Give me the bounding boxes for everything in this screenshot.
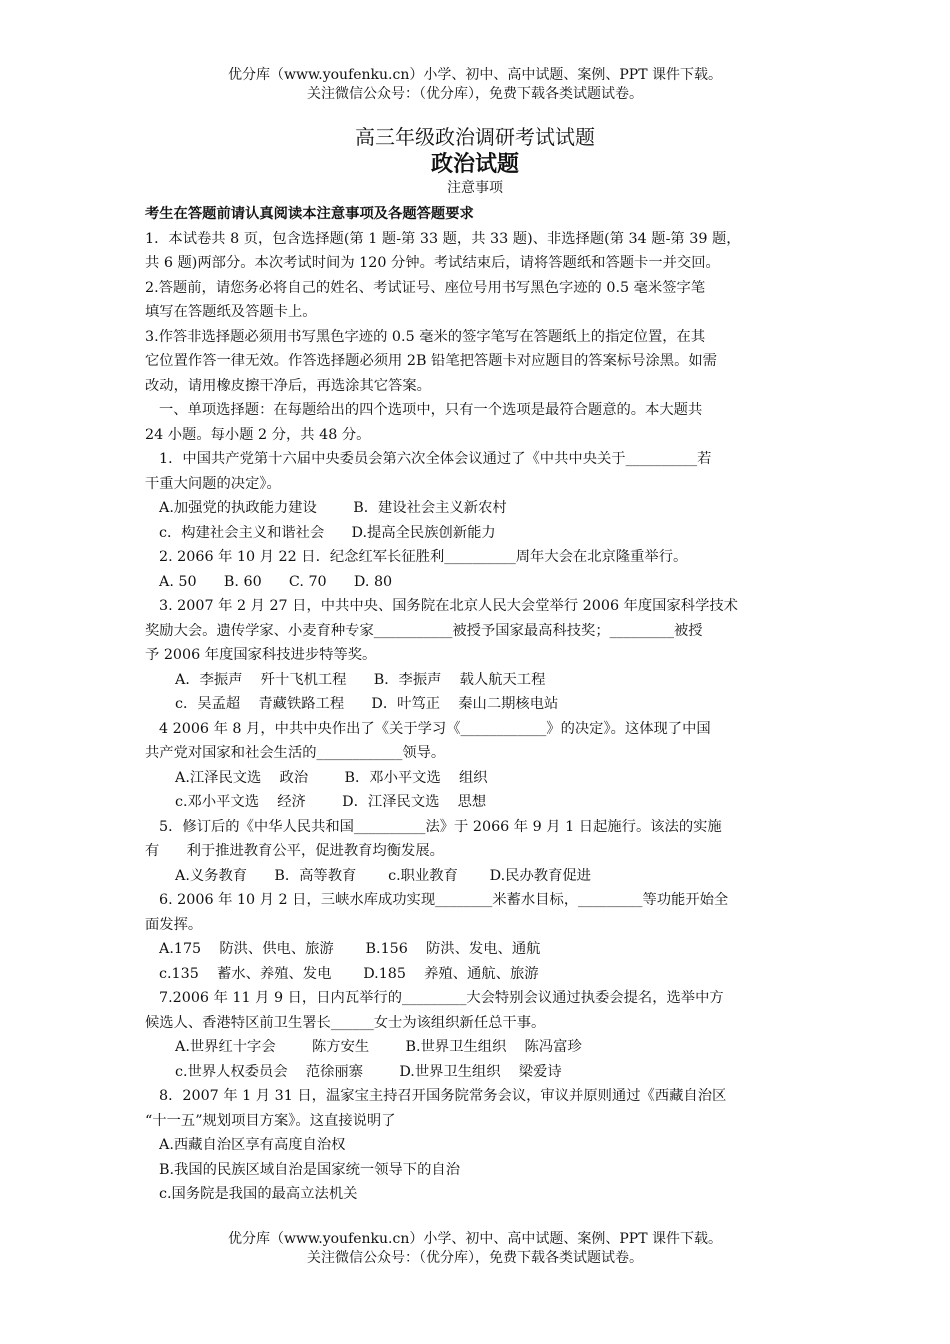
footer-line-1: 优分库（www.youfenku.cn）小学、初中、高中试题、案例、PPT 课件下载。: [227, 1231, 722, 1247]
question-options: c.世界人权委员会 范徐丽寨 D.世界卫生组织 梁爱诗: [175, 1063, 562, 1080]
footer-line-2: 关注微信公众号：（优分库），免费下载各类试题试卷。: [307, 1250, 643, 1266]
text-line: 1．本试卷共 8 页，包含选择题(第 1 题-第 33 题，共 33 题)、非选择题(第 34 题-第 39 题，: [145, 230, 741, 247]
text-line: 它位置作答一律无效。作答选择题必须用 2B 铅笔把答题卡对应题目的答案标号涂黑。如需: [145, 353, 717, 369]
question-7: 7.2006 年 11 月 9 日，日内瓦举行的_________大会特别会议通过执委会提名，选举中方: [159, 990, 724, 1006]
question-options: A.义务教育 B．高等教育 c.职业教育 D.民办教育促进: [175, 867, 591, 884]
question-1: 1．中国共产党第十六届中央委员会第六次全体会议通过了《中共中央关于__________若: [159, 451, 712, 467]
question-2: 2. 2066 年 10 月 22 日．纪念红军长征胜利__________周年大会在北京隆重举行。: [159, 549, 688, 565]
text-line: 共产党对国家和社会生活的____________领导。: [145, 745, 446, 761]
question-option: A.西藏自治区享有高度自治权: [159, 1137, 346, 1153]
exam-body: [145, 202, 811, 1207]
text-line: 填写在答题纸及答题卡上。: [145, 304, 317, 320]
question-option: B.我国的民族区域自治是国家统一领导下的自治: [159, 1161, 460, 1178]
text-line: 干重大问题的决定》。: [145, 475, 281, 492]
page-footer: [0, 1230, 950, 1268]
header-line-2: 关注微信公众号：（优分库），免费下载各类试题试卷。: [307, 86, 643, 102]
text-line: 候选人、香港特区前卫生署长______女士为该组织新任总干事。: [145, 1014, 546, 1031]
text-line: 奖励大会。遗传学家、小麦育种专家___________被授予国家最高科技奖；_________被授: [145, 622, 703, 639]
text-line: 24 小题。每小题 2 分，共 48 分。: [145, 426, 371, 443]
exam-title: 高三年级政治调研考试试题: [355, 125, 595, 149]
page-header: [0, 66, 950, 104]
question-option: c.国务院是我国的最高立法机关: [159, 1186, 358, 1202]
text-line: 有 利于推进教育公平，促进教育均衡发展。: [145, 843, 444, 859]
instructions-heading: 考生在答题前请认真阅读本注意事项及各题答题要求: [145, 206, 474, 222]
question-options: A.175 防洪、供电、旅游 B.156 防洪、发电、通航: [159, 941, 541, 957]
question-5: 5．修订后的《中华人民共和国__________法》于 2066 年 9 月 1 日起施行。该法的实施: [159, 818, 722, 835]
text-line: 2.答题前，请您务必将自己的姓名、考试证号、座位号用书写黑色字迹的 0.5 毫米签字笔: [145, 279, 706, 296]
subject-title: 政治试题: [430, 151, 519, 177]
question-options: c．吴孟超 青藏铁路工程 D．叶笃正 秦山二期核电站: [175, 696, 559, 712]
text-line: 面发挥。: [145, 916, 203, 933]
question-options: A. 50 B. 60 C. 70 D. 80: [159, 573, 393, 590]
section-heading: 一、单项选择题：在每题给出的四个选项中，只有一个选项是最符合题意的。本大题共: [159, 402, 703, 418]
question-options: A.世界红十字会 陈方安生 B.世界卫生组织 陈冯富珍: [175, 1039, 582, 1055]
question-4: 4 2006 年 8 月，中共中央作出了《关于学习《____________》的决定》。这体现了中国: [159, 720, 711, 737]
question-6: 6. 2006 年 10 月 2 日，三峡水库成功实现________米蓄水目标，_________等功能开始全: [159, 892, 729, 908]
question-3: 3. 2007 年 2 月 27 日，中共中央、国务院在北京人民大会堂举行 2006 年度国家科学技术: [159, 598, 738, 614]
question-8: 8．2007 年 1 月 31 日，温家宝主持召开国务院常务会议，审议并原则通过《西藏自治区: [159, 1088, 727, 1104]
question-options: c．构建社会主义和谐社会 D.提高全民族创新能力: [159, 524, 496, 541]
question-options: c.135 蓄水、养殖、发电 D.185 养殖、通航、旅游: [159, 965, 539, 982]
text-line: 3.作答非选择题必须用书写黑色字迹的 0.5 毫米的签字笔写在答题纸上的指定位置，在其: [145, 328, 706, 345]
text-line: 共 6 题)两部分。本次考试时间为 120 分钟。考试结束后，请将答题纸和答题卡一并交回。: [145, 255, 720, 271]
text-line: “十一五”规划项目方案》。这直接说明了: [145, 1112, 396, 1129]
notice-heading: 注意事项: [447, 180, 503, 196]
question-options: A.江泽民文选 政治 B．邓小平文选 组织: [175, 769, 488, 786]
question-options: A.加强党的执政能力建设 B．建设社会主义新农村: [159, 500, 507, 516]
question-options: A．李振声 歼十飞机工程 B．李振声 载人航天工程: [175, 671, 546, 688]
text-line: 改动，请用橡皮擦干净后，再选涂其它答案。: [145, 377, 431, 394]
question-options: c.邓小平文选 经济 D．江泽民文选 思想: [175, 794, 487, 810]
text-line: 予 2006 年度国家科技进步特等奖。: [145, 647, 377, 663]
header-line-1: 优分库（www.youfenku.cn）小学、初中、高中试题、案例、PPT 课件下载。: [227, 67, 722, 83]
